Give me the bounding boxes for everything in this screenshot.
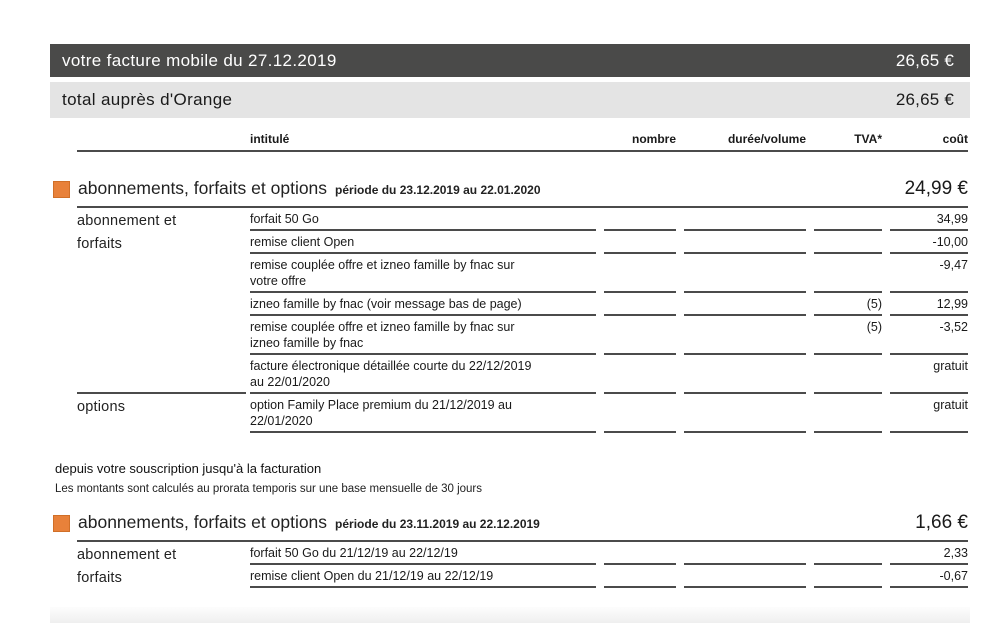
next-section-bar-cutoff <box>50 607 970 623</box>
table-row: remise client Open -10,00 <box>250 231 968 254</box>
table-row: option Family Place premium du 21/12/2019 au 22/01/2020 gratuit <box>250 394 968 433</box>
section-1-title: abonnements, forfaits et options <box>78 178 328 198</box>
orange-total-bar <box>50 82 970 118</box>
column-header-duree-volume: durée/volume <box>727 132 806 146</box>
group-label: abonnement et forfaits <box>77 208 246 394</box>
group-label: options <box>77 399 126 415</box>
invoice-title: votre facture mobile du 27.12.2019 <box>62 50 337 70</box>
section-2-amount: 1,66 € <box>915 512 968 533</box>
column-header-nombre: nombre <box>631 132 676 146</box>
orange-square-bullet-icon <box>53 515 70 532</box>
section-1-heading <box>53 178 970 200</box>
invoice-total-amount: 26,65 € <box>895 50 954 70</box>
section-1-period: période du 23.12.2019 au 22.01.2020 <box>335 183 541 197</box>
table-row: forfait 50 Go du 21/12/19 au 22/12/19 2,33 <box>250 542 968 565</box>
section-2-period: période du 23.11.2019 au 22.12.2019 <box>335 517 540 531</box>
invoice-title-bar <box>50 44 970 77</box>
column-header-cout: coût <box>942 132 968 146</box>
orange-total-amount: 26,65 € <box>895 90 954 109</box>
column-spacer <box>77 132 250 146</box>
note-prorata: Les montants sont calculés au prorata temporis sur une base mensuelle de 30 jours <box>55 483 483 495</box>
table-header-row <box>77 132 968 152</box>
table-row: izneo famille by fnac (voir message bas de page) (5) 12,99 <box>250 293 968 316</box>
bill-content <box>50 0 970 623</box>
prorata-notes <box>55 461 970 495</box>
group-abonnement-forfaits <box>77 208 968 394</box>
column-header-intitule: intitulé <box>250 132 290 146</box>
table-row: remise couplée offre et izneo famille by fnac sur votre offre -9,47 <box>250 254 968 293</box>
orange-total-label: total auprès d'Orange <box>62 90 233 109</box>
group-abonnement-forfaits-2 <box>77 542 968 590</box>
column-header-tva: TVA* <box>854 132 882 146</box>
orange-square-bullet-icon <box>53 181 70 198</box>
table-row: remise client Open du 21/12/19 au 22/12/19 -0,67 <box>250 565 968 588</box>
section-2-heading <box>53 512 970 534</box>
table-row: facture électronique détaillée courte du 22/12/2019 au 22/01/2020 gratuit <box>250 355 968 394</box>
table-row: remise couplée offre et izneo famille by fnac sur izneo famille by fnac (5) -3,52 <box>250 316 968 355</box>
group-options <box>77 394 968 433</box>
section-1-amount: 24,99 € <box>904 178 968 199</box>
note-souscription: depuis votre souscription jusqu'à la facturation <box>55 461 322 476</box>
group-label: abonnement et forfaits <box>77 547 177 586</box>
section-2-title: abonnements, forfaits et options <box>78 512 328 532</box>
table-row: forfait 50 Go 34,99 <box>250 208 968 231</box>
